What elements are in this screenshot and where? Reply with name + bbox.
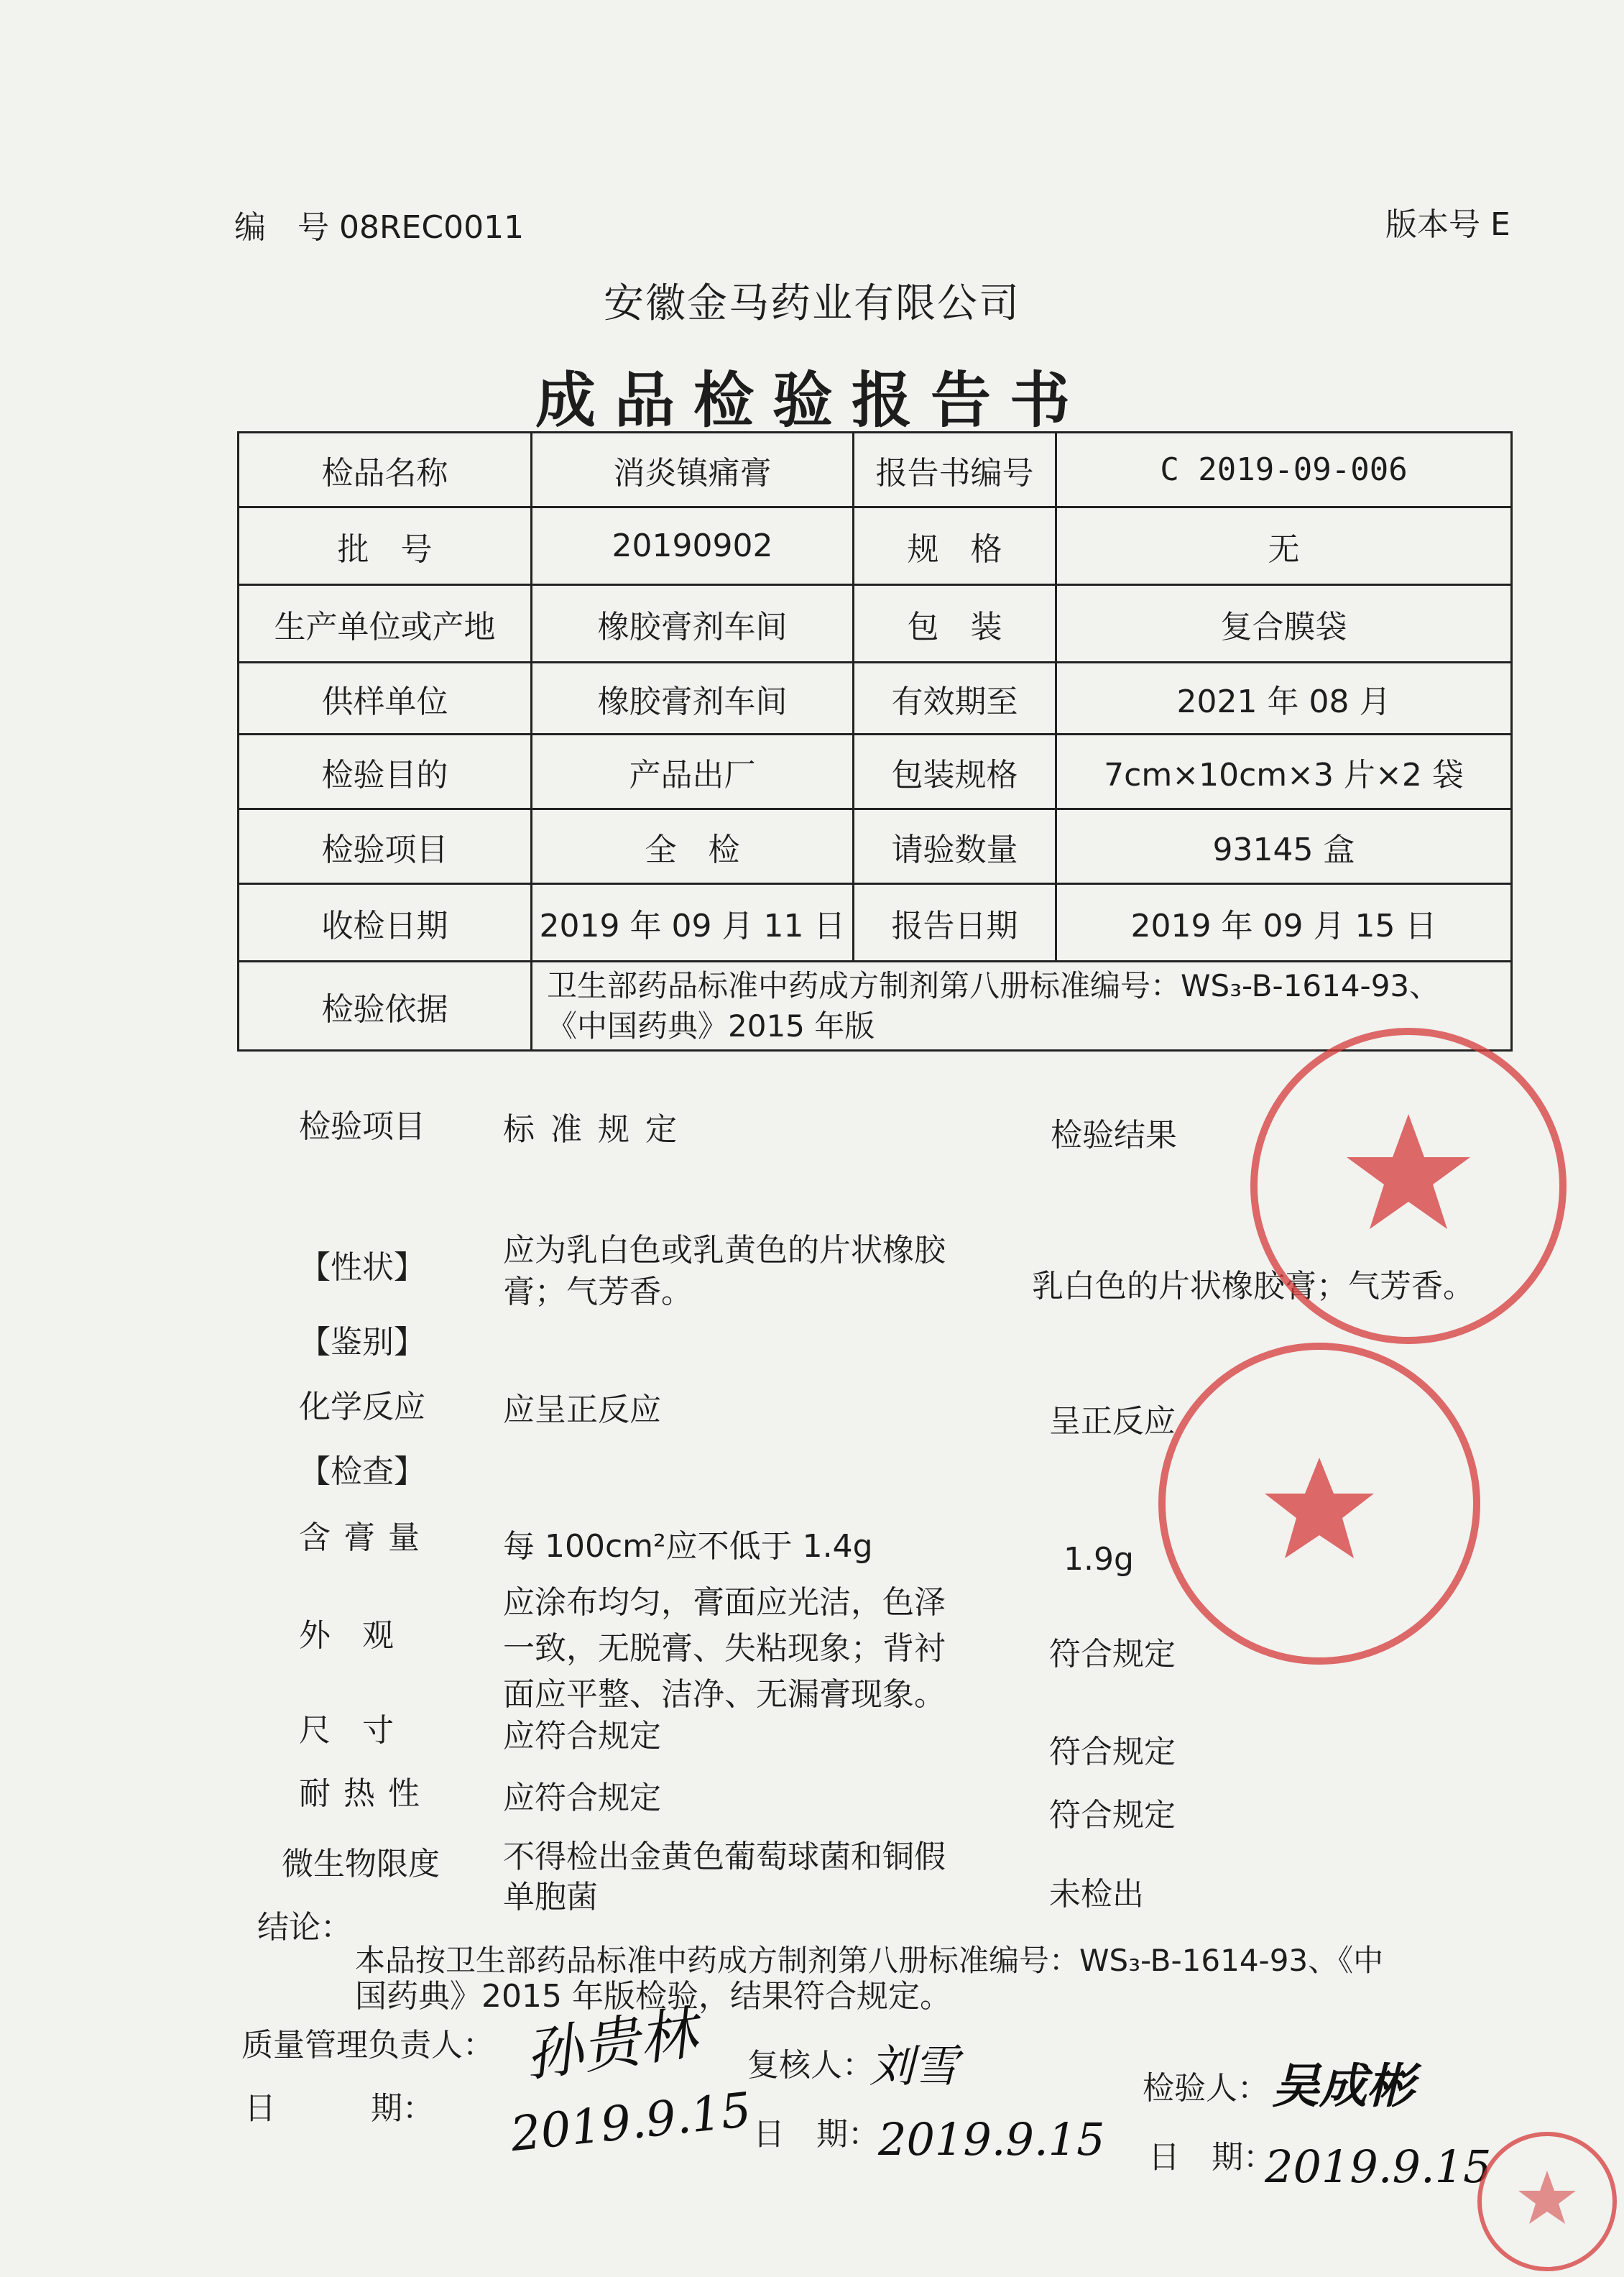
corner-stamp <box>1477 2132 1617 2271</box>
inspector-label: 检验人： <box>1143 2070 1269 2107</box>
appearance-result: 乳白色的片状橡胶膏；气芳香。 <box>1032 1268 1475 1305</box>
look-standard-line: 一致，无脱膏、失粘现象；背衬 <box>503 1630 946 1667</box>
reviewer-date-label: 日 期： <box>753 2116 880 2153</box>
table-row <box>239 663 1512 735</box>
label-cell: 包 装 <box>854 585 1056 663</box>
qa-department-stamp <box>1250 1028 1567 1344</box>
content-standard: 每 100cm²应不低于 1.4g <box>503 1528 873 1565</box>
table-row <box>239 585 1512 663</box>
value-cell: 橡胶膏剂车间 <box>532 585 854 663</box>
section-check: 【检查】 <box>299 1453 425 1490</box>
value-cell: 2021 年 08 月 <box>1056 663 1512 735</box>
label-cell: 供样单位 <box>239 663 532 735</box>
table-row <box>239 735 1512 809</box>
size-result: 符合规定 <box>1049 1734 1176 1770</box>
info-table <box>237 431 1513 1052</box>
value-cell: 产品出厂 <box>532 735 854 809</box>
section-identification: 【鉴别】 <box>299 1324 425 1361</box>
label-cell: 报告日期 <box>854 884 1056 962</box>
heat-item: 耐热性 <box>299 1775 433 1812</box>
document-number <box>234 201 524 247</box>
stamp-star-icon <box>1166 1350 1473 1657</box>
label-cell: 生产单位或产地 <box>239 585 532 663</box>
table-row <box>239 507 1512 585</box>
micro-result: 未检出 <box>1049 1876 1144 1913</box>
micro-item: 微生物限度 <box>282 1846 440 1882</box>
conclusion-line: 本品按卫生部药品标准中药成方制剂第八册标准编号：WS₃-B-1614-93、《中 <box>355 1943 1384 1978</box>
qa-label: 质量管理负责人： <box>241 2027 494 2064</box>
basis-line: 卫生部药品标准中药成方制剂第八册标准编号：WS₃-B-1614-93、 <box>547 967 1440 1003</box>
content-item: 含膏量 <box>299 1519 433 1556</box>
table-row <box>239 809 1512 884</box>
value-cell: 消炎镇痛膏 <box>532 433 854 507</box>
report-title: 成品检验报告书 <box>535 365 1089 436</box>
size-standard: 应符合规定 <box>503 1718 661 1754</box>
label-cell: 检验目的 <box>239 735 532 809</box>
inspector-date: 2019.9.15 <box>1265 2140 1492 2193</box>
chem-standard: 应呈正反应 <box>503 1392 661 1428</box>
qa-date: 2019.9.15 <box>507 2082 754 2163</box>
reviewer-date: 2019.9.15 <box>878 2113 1105 2166</box>
label-cell: 请验数量 <box>854 809 1056 884</box>
conclusion-label: 结论： <box>257 1909 352 1946</box>
label-cell: 收检日期 <box>239 884 532 962</box>
heat-standard: 应符合规定 <box>503 1780 661 1816</box>
look-result: 符合规定 <box>1049 1636 1176 1673</box>
value-cell: C 2019-09-006 <box>1056 433 1512 507</box>
look-standard-line: 面应平整、洁净、无漏膏现象。 <box>503 1676 946 1713</box>
col-header-result: 检验结果 <box>1051 1117 1177 1154</box>
table-row <box>239 884 1512 962</box>
look-item: 外 观 <box>299 1617 394 1654</box>
label-cell: 报告书编号 <box>854 433 1056 507</box>
chem-item: 化学反应 <box>299 1389 425 1425</box>
doc-no-label: 编 号 <box>234 209 329 246</box>
label-cell: 批 号 <box>239 507 532 585</box>
appearance-standard-line: 膏；气芳香。 <box>503 1274 693 1310</box>
company-name: 安徽金马药业有限公司 <box>604 280 1020 327</box>
qa-signature: 孙贵林 <box>520 1999 701 2090</box>
value-cell: 7cm×10cm×3 片×2 袋 <box>1056 735 1512 809</box>
qa-date-label: 日 期： <box>244 2090 434 2127</box>
inspection-seal-stamp <box>1158 1343 1480 1665</box>
value-cell: 2019 年 09 月 11 日 <box>532 884 854 962</box>
version-number: 版本号 E <box>1385 206 1510 243</box>
micro-standard-line: 单胞菌 <box>503 1879 598 1915</box>
appearance-standard-line: 应为乳白色或乳黄色的片状橡胶 <box>503 1232 946 1269</box>
value-cell: 2019 年 09 月 15 日 <box>1056 884 1512 962</box>
conclusion-line: 国药典》2015 年版检验，结果符合规定。 <box>355 1978 951 2015</box>
inspector-date-label: 日 期： <box>1148 2139 1275 2176</box>
value-cell: 全 检 <box>532 809 854 884</box>
reviewer-signature: 刘雪 <box>869 2040 959 2092</box>
size-item: 尺 寸 <box>299 1712 394 1749</box>
table-row <box>239 433 1512 507</box>
value-cell: 20190902 <box>532 507 854 585</box>
section-appearance: 【性状】 <box>299 1249 425 1286</box>
label-cell: 有效期至 <box>854 663 1056 735</box>
doc-no-value: 08REC0011 <box>339 209 525 246</box>
micro-standard-line: 不得检出金黄色葡萄球菌和铜假 <box>503 1839 946 1875</box>
basis-line: 《中国药典》2015 年版 <box>547 1008 875 1044</box>
label-cell: 检验依据 <box>239 962 532 1051</box>
label-cell: 检品名称 <box>239 433 532 507</box>
value-cell: 93145 盒 <box>1056 809 1512 884</box>
inspector-signature: 吴成彬 <box>1272 2058 1414 2114</box>
stamp-star-icon <box>1482 2136 1613 2267</box>
col-header-standard: 标 准 规 定 <box>503 1111 680 1148</box>
value-cell: 无 <box>1056 507 1512 585</box>
look-standard-line: 应涂布均匀，膏面应光洁，色泽 <box>503 1584 946 1621</box>
content-result: 1.9g <box>1064 1541 1134 1578</box>
heat-result: 符合规定 <box>1049 1797 1176 1834</box>
reviewer-label: 复核人： <box>747 2047 874 2084</box>
col-header-item: 检验项目 <box>299 1108 425 1145</box>
label-cell: 包装规格 <box>854 735 1056 809</box>
chem-result: 呈正反应 <box>1049 1403 1176 1440</box>
stamp-star-icon <box>1258 1035 1559 1337</box>
value-cell: 复合膜袋 <box>1056 585 1512 663</box>
label-cell: 检验项目 <box>239 809 532 884</box>
label-cell: 规 格 <box>854 507 1056 585</box>
value-cell: 橡胶膏剂车间 <box>532 663 854 735</box>
